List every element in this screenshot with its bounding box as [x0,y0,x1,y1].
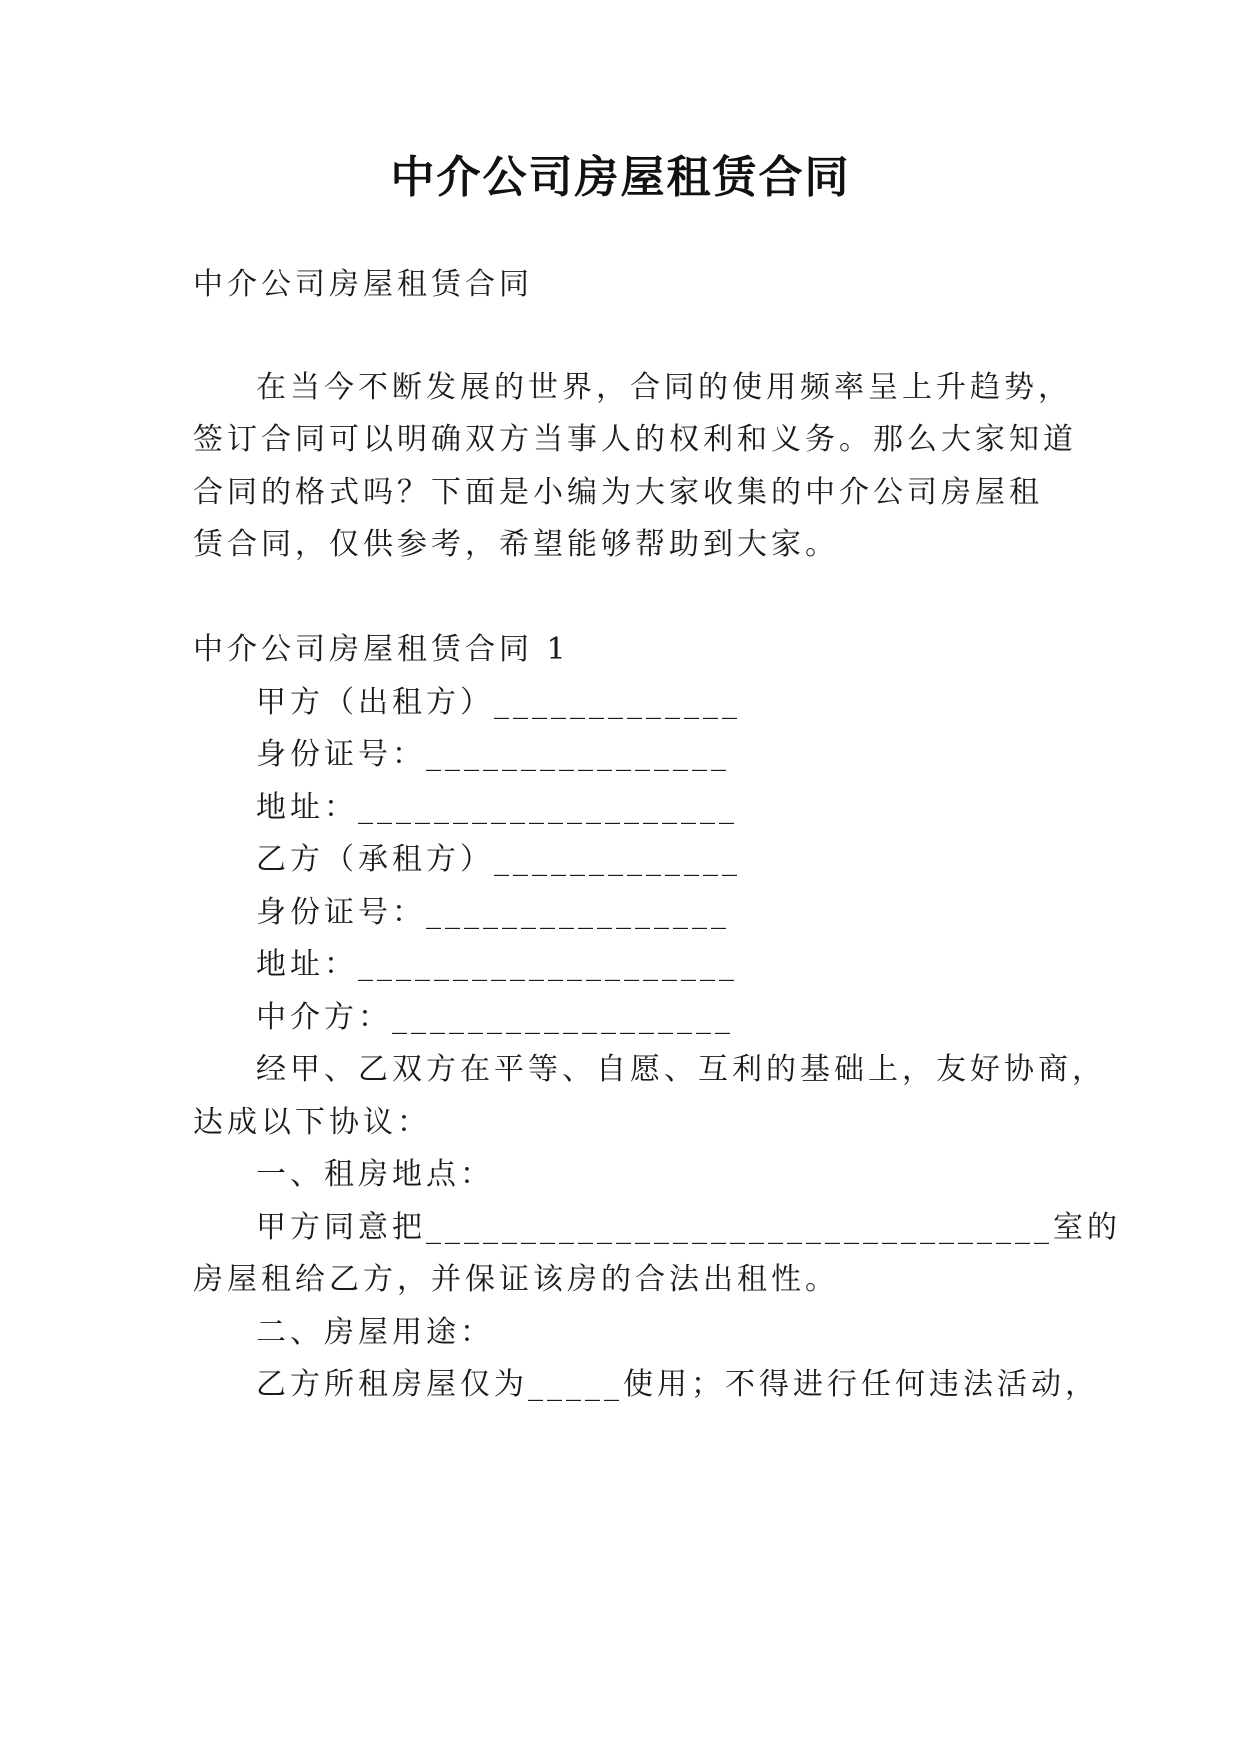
intro-line: 合同的格式吗？下面是小编为大家收集的中介公司房屋租 [193,475,1043,510]
party-lessee-field: 乙方（承租方）_____________ [256,842,741,877]
intro-line: 在当今不断发展的世界，合同的使用频率呈上升趋势， [256,370,1072,405]
document-subtitle: 中介公司房屋租赁合同 [193,267,533,302]
party-lessee-id-field: 身份证号：________________ [256,895,730,930]
clause-text: 甲方同意把_________________________________室的 [256,1210,1121,1245]
agreement-line: 达成以下协议： [193,1105,431,1140]
party-lessor-id-field: 身份证号：________________ [256,737,730,772]
clause-text: 房屋租给乙方，并保证该房的合法出租性。 [193,1262,839,1297]
agreement-line: 经甲、乙双方在平等、自愿、互利的基础上，友好协商， [256,1052,1106,1087]
section-title: 中介公司房屋租赁合同 1 [193,632,570,667]
party-agent-field: 中介方：__________________ [256,1000,734,1035]
party-lessor-field: 甲方（出租方）_____________ [256,685,741,720]
document-title: 中介公司房屋租赁合同 [390,152,851,203]
intro-line: 赁合同，仅供参考，希望能够帮助到大家。 [193,527,839,562]
party-lessor-address-field: 地址：____________________ [256,790,738,825]
party-lessee-address-field: 地址：____________________ [256,947,738,982]
intro-line: 签订合同可以明确双方当事人的权利和义务。那么大家知道 [193,422,1077,457]
clause-text: 乙方所租房屋仅为_____使用；不得进行任何违法活动， [256,1367,1099,1402]
clause-heading: 二、房屋用途： [256,1315,494,1350]
clause-heading: 一、租房地点： [256,1157,494,1192]
